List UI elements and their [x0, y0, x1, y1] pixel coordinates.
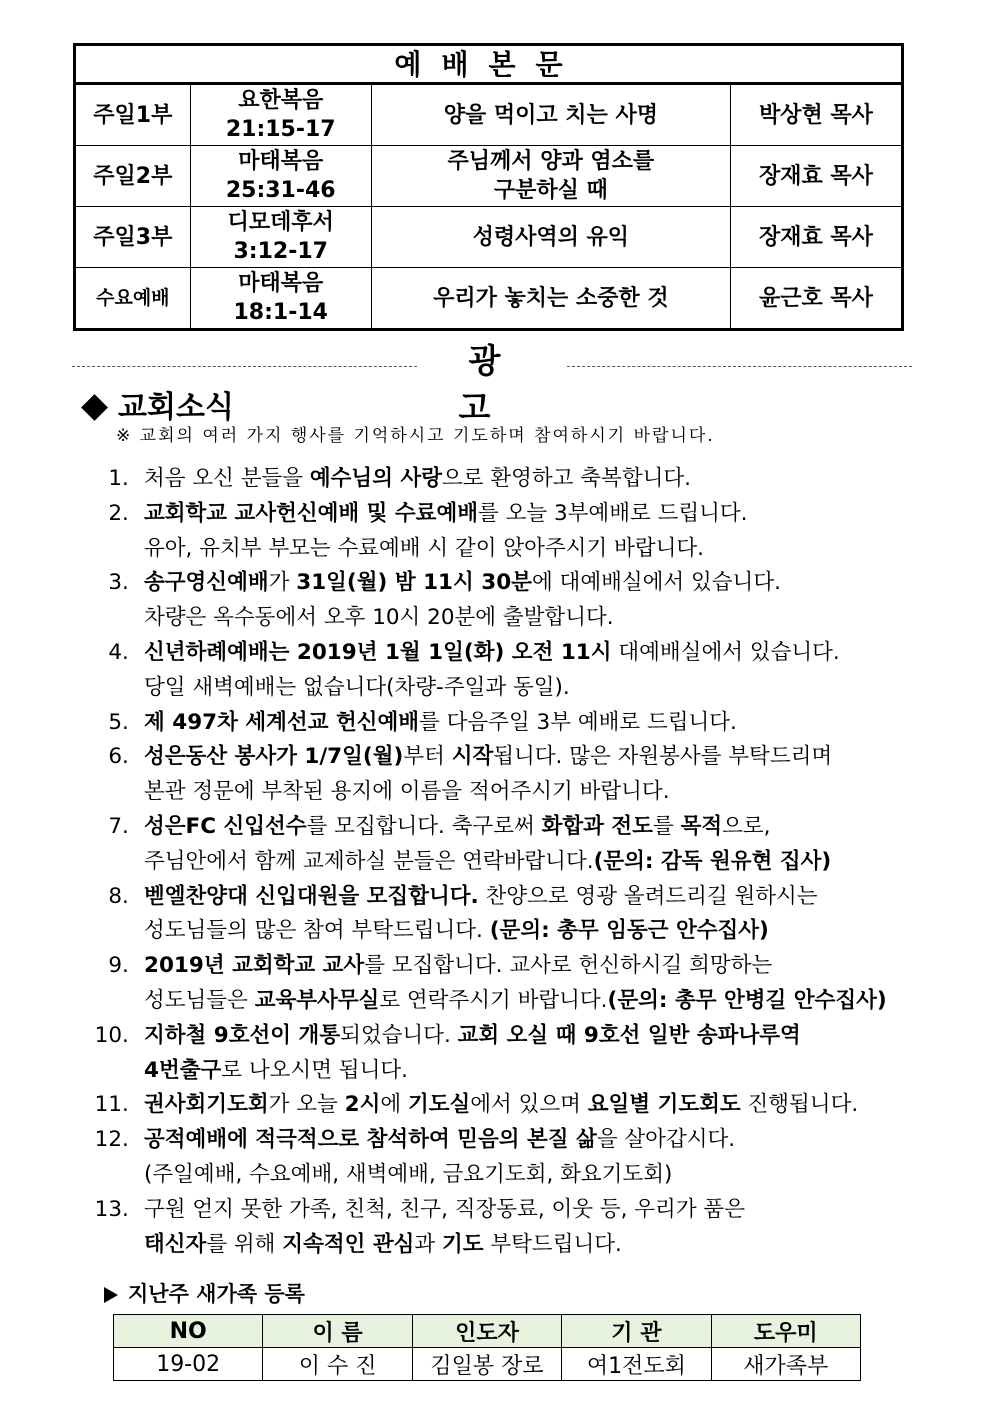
- notice-segment: 부터: [403, 744, 452, 770]
- column-header: NO: [114, 1315, 263, 1348]
- notice-line: 2 . 교회학교 교사헌신예배 및 수료예배를 오늘 3부예배로 드립니다.: [70, 497, 970, 532]
- table-cell: 김일봉 장로: [412, 1348, 561, 1381]
- notice-text: [132, 1088, 858, 1123]
- notice-text: [132, 636, 840, 671]
- notice-number: [70, 601, 122, 636]
- service-name: 주일1부: [75, 84, 191, 146]
- notice-text: [132, 1228, 622, 1263]
- sermon-title-line2: 구분하실 때: [493, 178, 608, 203]
- notice-number: 6: [108, 744, 122, 770]
- notice-segment: 를: [652, 813, 681, 839]
- notice-segment: 요일별 기도회도: [587, 1092, 741, 1118]
- notice-number: 4: [108, 639, 122, 665]
- notice-segment: 진행됩니다.: [740, 1092, 859, 1118]
- notice-segment: (주일예배, 수요예배, 새벽예배, 금요기도회, 화요기도회): [144, 1161, 673, 1187]
- notice-segment: 2019년 교회학교 교사: [144, 953, 365, 979]
- notice-segment: 를 오늘 3부예배로 드립니다.: [478, 500, 748, 526]
- notice-text: [132, 566, 781, 601]
- notice-line: [70, 914, 970, 949]
- notice-segment: 신년하례예배는 2019년 1월 1일(화) 오전 11시: [144, 639, 612, 665]
- notice-text: [132, 740, 832, 775]
- notice-segment: 성은동산 봉사가 1/7일(월): [144, 744, 404, 770]
- scripture-verse: 18:1-14: [233, 300, 328, 325]
- scripture-verse: 25:31-46: [225, 178, 336, 203]
- notice-segment: 예수님의 사랑: [309, 466, 442, 491]
- notice-segment: 기도: [442, 1231, 484, 1257]
- newcomers-heading: [104, 1278, 305, 1308]
- notice-segment: 지하철 9호선이 개통: [144, 1022, 341, 1048]
- notice-segment: 에 대예배실에서 있습니다.: [531, 570, 781, 596]
- notice-number: 11: [94, 1092, 122, 1118]
- notice-segment: 교회 오실 때 9호선 일반 송파나루역: [457, 1022, 801, 1048]
- notice-text: [132, 880, 818, 915]
- notice-segment: 성도님들은: [144, 987, 255, 1013]
- notice-number: [70, 532, 122, 567]
- notice-segment: 송구영신예배: [144, 570, 269, 596]
- notice-text: [132, 706, 737, 741]
- notice-text: [132, 532, 704, 567]
- notice-line: 1 . 처음 오신 분들을 예수님의 사랑으로 환영하고 축복합니다.: [70, 462, 970, 497]
- notice-line: [70, 984, 970, 1019]
- notice-line: [70, 1054, 970, 1089]
- notice-line: 9 . 2019년 교회학교 교사를 모집합니다. 교사로 헌신하시길 희망하는: [70, 949, 970, 984]
- notice-segment: 되었습니다.: [340, 1022, 458, 1048]
- notice-segment: 벧엘찬양대 신입대원을 모집합니다.: [144, 883, 479, 909]
- dashed-rule: [567, 366, 912, 367]
- notice-segment: 가: [268, 570, 297, 596]
- notice-segment: 를 위해: [206, 1231, 283, 1257]
- notice-line: 5 . 제 497차 세계선교 헌신예배를 다음주일 3부 예배로 드립니다.: [70, 706, 970, 741]
- scripture: [190, 84, 371, 146]
- notice-segment: 목적: [680, 813, 723, 839]
- notice-line: 4 . 신년하례예배는 2019년 1월 1일(화) 오전 11시 대예배실에서 있습니다.: [70, 636, 970, 671]
- notice-segment: 으로,: [722, 813, 771, 839]
- notice-segment: 을 살아갑시다.: [596, 1127, 736, 1153]
- table-cell: 이 수 진: [263, 1348, 412, 1381]
- notice-text: [132, 845, 831, 880]
- scripture-book: 마태복음: [238, 271, 324, 296]
- notice-segment: 화합과 전도: [541, 813, 653, 839]
- notice-segment: 으로 환영하고 축복합니다.: [442, 466, 691, 491]
- notice-line: [70, 1228, 970, 1263]
- notice-segment: 에: [380, 1092, 408, 1118]
- column-header: 인도자: [412, 1315, 561, 1348]
- notice-segment: 권사회기도회: [144, 1092, 269, 1118]
- worship-table: [73, 43, 904, 331]
- scripture-book: 요한복음: [238, 88, 324, 113]
- notice-line: [70, 671, 970, 706]
- notice-segment: 과: [414, 1231, 443, 1257]
- notice-text: [132, 949, 772, 984]
- notice-segment: 대예배실에서 있습니다.: [611, 639, 840, 665]
- notice-segment: 차량은 옥수동에서 오후 10시 20분에 출발합니다.: [144, 605, 614, 631]
- notice-number: [70, 914, 122, 949]
- column-header: 도우미: [711, 1315, 860, 1348]
- notice-segment: 를 모집합니다. 축구로써: [306, 813, 542, 839]
- notice-line: 13 . 구원 얻지 못한 가족, 친척, 친구, 직장동료, 이웃 등, 우리가 품은: [70, 1193, 970, 1228]
- notice-number: 2: [108, 500, 122, 526]
- dashed-rule: [72, 366, 417, 367]
- notice-text: [132, 775, 670, 810]
- notice-segment: 교회학교 교사헌신예배 및 수료예배: [144, 500, 478, 526]
- notice-segment: (문의: 총무 안병길 안수집사): [607, 987, 887, 1013]
- notice-segment: (문의: 총무 임동근 안수집사): [489, 918, 769, 944]
- notice-segment: 태신자: [144, 1231, 207, 1257]
- notice-number: 3: [108, 570, 122, 596]
- notice-segment: 성도님들의 많은 참여 부탁드립니다.: [144, 918, 490, 944]
- notice-segment: 찬양으로 영광 올려드리길 원하시는: [478, 883, 818, 909]
- notice-segment: 에서 있으며: [470, 1092, 588, 1118]
- section-note: ※ 교회의 여러 가지 행사를 기억하시고 기도하며 참여하시기 바랍니다.: [116, 426, 715, 446]
- notice-segment: 2시: [344, 1092, 381, 1118]
- notice-number: [70, 1054, 122, 1089]
- notice-segment: 가 오늘: [268, 1092, 345, 1118]
- scripture: [190, 207, 371, 268]
- notice-text: [132, 497, 747, 532]
- scripture-book: 마태복음: [238, 149, 324, 174]
- preacher: 박상현 목사: [730, 84, 902, 146]
- sermon-title: [371, 146, 730, 207]
- notice-text: [132, 810, 770, 845]
- notice-line: 3 . 송구영신예배가 31일(월) 밤 11시 30분에 대예배실에서 있습니다.: [70, 566, 970, 601]
- notice-line: [70, 532, 970, 567]
- scripture: [190, 146, 371, 207]
- notice-number: [70, 984, 122, 1019]
- notice-segment: 로 나오시면 됩니다.: [221, 1057, 408, 1083]
- notice-segment: 구원 얻지 못한 가족, 친척, 친구, 직장동료, 이웃 등, 우리가 품은: [144, 1196, 745, 1222]
- notice-line: 11 . 권사회기도회가 오늘 2시에 기도실에서 있으며 요일별 기도회도 진행됩니다.: [70, 1088, 970, 1123]
- worship-row: [75, 207, 903, 268]
- notice-segment: 를 모집합니다. 교사로 헌신하시길 희망하는: [364, 953, 773, 979]
- scripture-book: 디모데후서: [227, 210, 334, 235]
- scripture: [190, 268, 371, 330]
- notice-segment: 됩니다. 많은 자원봉사를 부탁드리며: [493, 744, 833, 770]
- notice-segment: 로 연락주시기 바랍니다.: [379, 987, 608, 1013]
- notice-segment: (문의: 감독 원유현 집사): [593, 848, 832, 874]
- worship-row: [75, 268, 903, 330]
- notice-segment: 기도실: [407, 1092, 471, 1118]
- ads-title: 광고: [458, 341, 541, 427]
- notice-segment: 본관 정문에 부착된 용지에 이름을 적어주시기 바랍니다.: [144, 779, 670, 805]
- notice-line: [70, 1158, 970, 1193]
- notice-list: [70, 462, 970, 1262]
- table-cell: 19-02: [114, 1348, 263, 1381]
- notice-line: [70, 775, 970, 810]
- notice-segment: 시작: [451, 744, 494, 770]
- notice-number: [70, 671, 122, 706]
- scripture-verse: 3:12-17: [233, 239, 328, 264]
- notice-line: [70, 845, 970, 880]
- notice-text: [132, 1193, 745, 1228]
- notice-segment: 성은FC 신입선수: [144, 813, 307, 839]
- table-header-row: [114, 1315, 861, 1348]
- notice-text: [132, 462, 691, 497]
- notice-text: [132, 1019, 801, 1054]
- notice-text: [132, 914, 769, 949]
- table-cell: 여1전도회: [562, 1348, 711, 1381]
- notice-number: 5: [108, 709, 122, 735]
- section-heading: [75, 382, 234, 426]
- notice-segment: 공적예배에 적극적으로 참석하여 믿음의 본질 삶: [144, 1127, 597, 1153]
- notice-text: [132, 1054, 408, 1089]
- notice-text: [132, 984, 887, 1019]
- service-name: 주일3부: [75, 207, 191, 268]
- notice-number: 13: [94, 1196, 122, 1222]
- notice-segment: 당일 새벽예배는 없습니다(차량-주일과 동일).: [144, 674, 570, 700]
- sermon-title: 성령사역의 유익: [371, 207, 730, 268]
- table-cell: 새가족부: [711, 1348, 860, 1381]
- notice-number: 10: [94, 1022, 122, 1048]
- diamond-icon: [81, 394, 108, 421]
- scripture-verse: 21:15-17: [225, 117, 336, 142]
- column-header: 기 관: [562, 1315, 711, 1348]
- service-name: 주일2부: [75, 146, 191, 207]
- newcomers-table: [113, 1314, 861, 1381]
- notice-segment: 4번출구: [144, 1057, 222, 1083]
- notice-text: [132, 601, 614, 636]
- notice-segment: 부탁드립니다.: [483, 1231, 622, 1257]
- worship-row: [75, 84, 903, 146]
- notice-line: 7 . 성은FC 신입선수를 모집합니다. 축구로써 화합과 전도를 목적으로,: [70, 810, 970, 845]
- worship-row: [75, 146, 903, 207]
- notice-number: 1: [108, 466, 122, 491]
- notice-line: 6 . 성은동산 봉사가 1/7일(월)부터 시작됩니다. 많은 자원봉사를 부탁드리며: [70, 740, 970, 775]
- notice-segment: 를 다음주일 3부 예배로 드립니다.: [419, 709, 737, 735]
- notice-text: [132, 1123, 735, 1158]
- notice-number: 9: [108, 953, 122, 979]
- notice-number: [70, 845, 122, 880]
- notice-line: 12 . 공적예배에 적극적으로 참석하여 믿음의 본질 삶을 살아갑시다.: [70, 1123, 970, 1158]
- notice-segment: 처음 오신 분들을: [144, 466, 310, 491]
- preacher: 장재효 목사: [730, 207, 902, 268]
- notice-number: [70, 1228, 122, 1263]
- notice-segment: 지속적인 관심: [282, 1231, 415, 1257]
- notice-number: 8: [108, 883, 122, 909]
- notice-segment: 주님안에서 함께 교제하실 분들은 연락바랍니다.: [144, 848, 594, 874]
- service-name: 수요예배: [75, 268, 191, 330]
- section-heading-text: 교회소식: [118, 390, 234, 425]
- column-header: 이 름: [263, 1315, 412, 1348]
- sermon-title: 우리가 놓치는 소중한 것: [371, 268, 730, 330]
- triangle-bullet-icon: [104, 1287, 118, 1303]
- notice-number: 12: [94, 1127, 122, 1153]
- notice-line: 8 . 벧엘찬양대 신입대원을 모집합니다. 찬양으로 영광 올려드리길 원하시는: [70, 880, 970, 915]
- worship-title: 예배본문: [75, 45, 903, 84]
- table-row: [114, 1348, 861, 1381]
- sermon-title: 양을 먹이고 치는 사명: [371, 84, 730, 146]
- notice-number: 7: [108, 813, 122, 839]
- preacher: 윤근호 목사: [730, 268, 902, 330]
- notice-number: [70, 1158, 122, 1193]
- newcomers-heading-text: 지난주 새가족 등록: [128, 1282, 305, 1306]
- notice-text: [132, 671, 570, 706]
- notice-segment: 유아, 유치부 부모는 수료예배 시 같이 앉아주시기 바랍니다.: [144, 535, 704, 561]
- preacher: 장재효 목사: [730, 146, 902, 207]
- notice-segment: 제 497차 세계선교 헌신예배: [144, 709, 420, 735]
- notice-segment: 교육부사무실: [254, 987, 380, 1013]
- notice-number: [70, 775, 122, 810]
- sermon-title-line1: 주님께서 양과 염소를: [447, 149, 655, 174]
- notice-line: [70, 601, 970, 636]
- notice-text: [132, 1158, 672, 1193]
- notice-line: 10 . 지하철 9호선이 개통되었습니다. 교회 오실 때 9호선 일반 송파나루역: [70, 1019, 970, 1054]
- notice-segment: 31일(월) 밤 11시 30분: [296, 570, 532, 596]
